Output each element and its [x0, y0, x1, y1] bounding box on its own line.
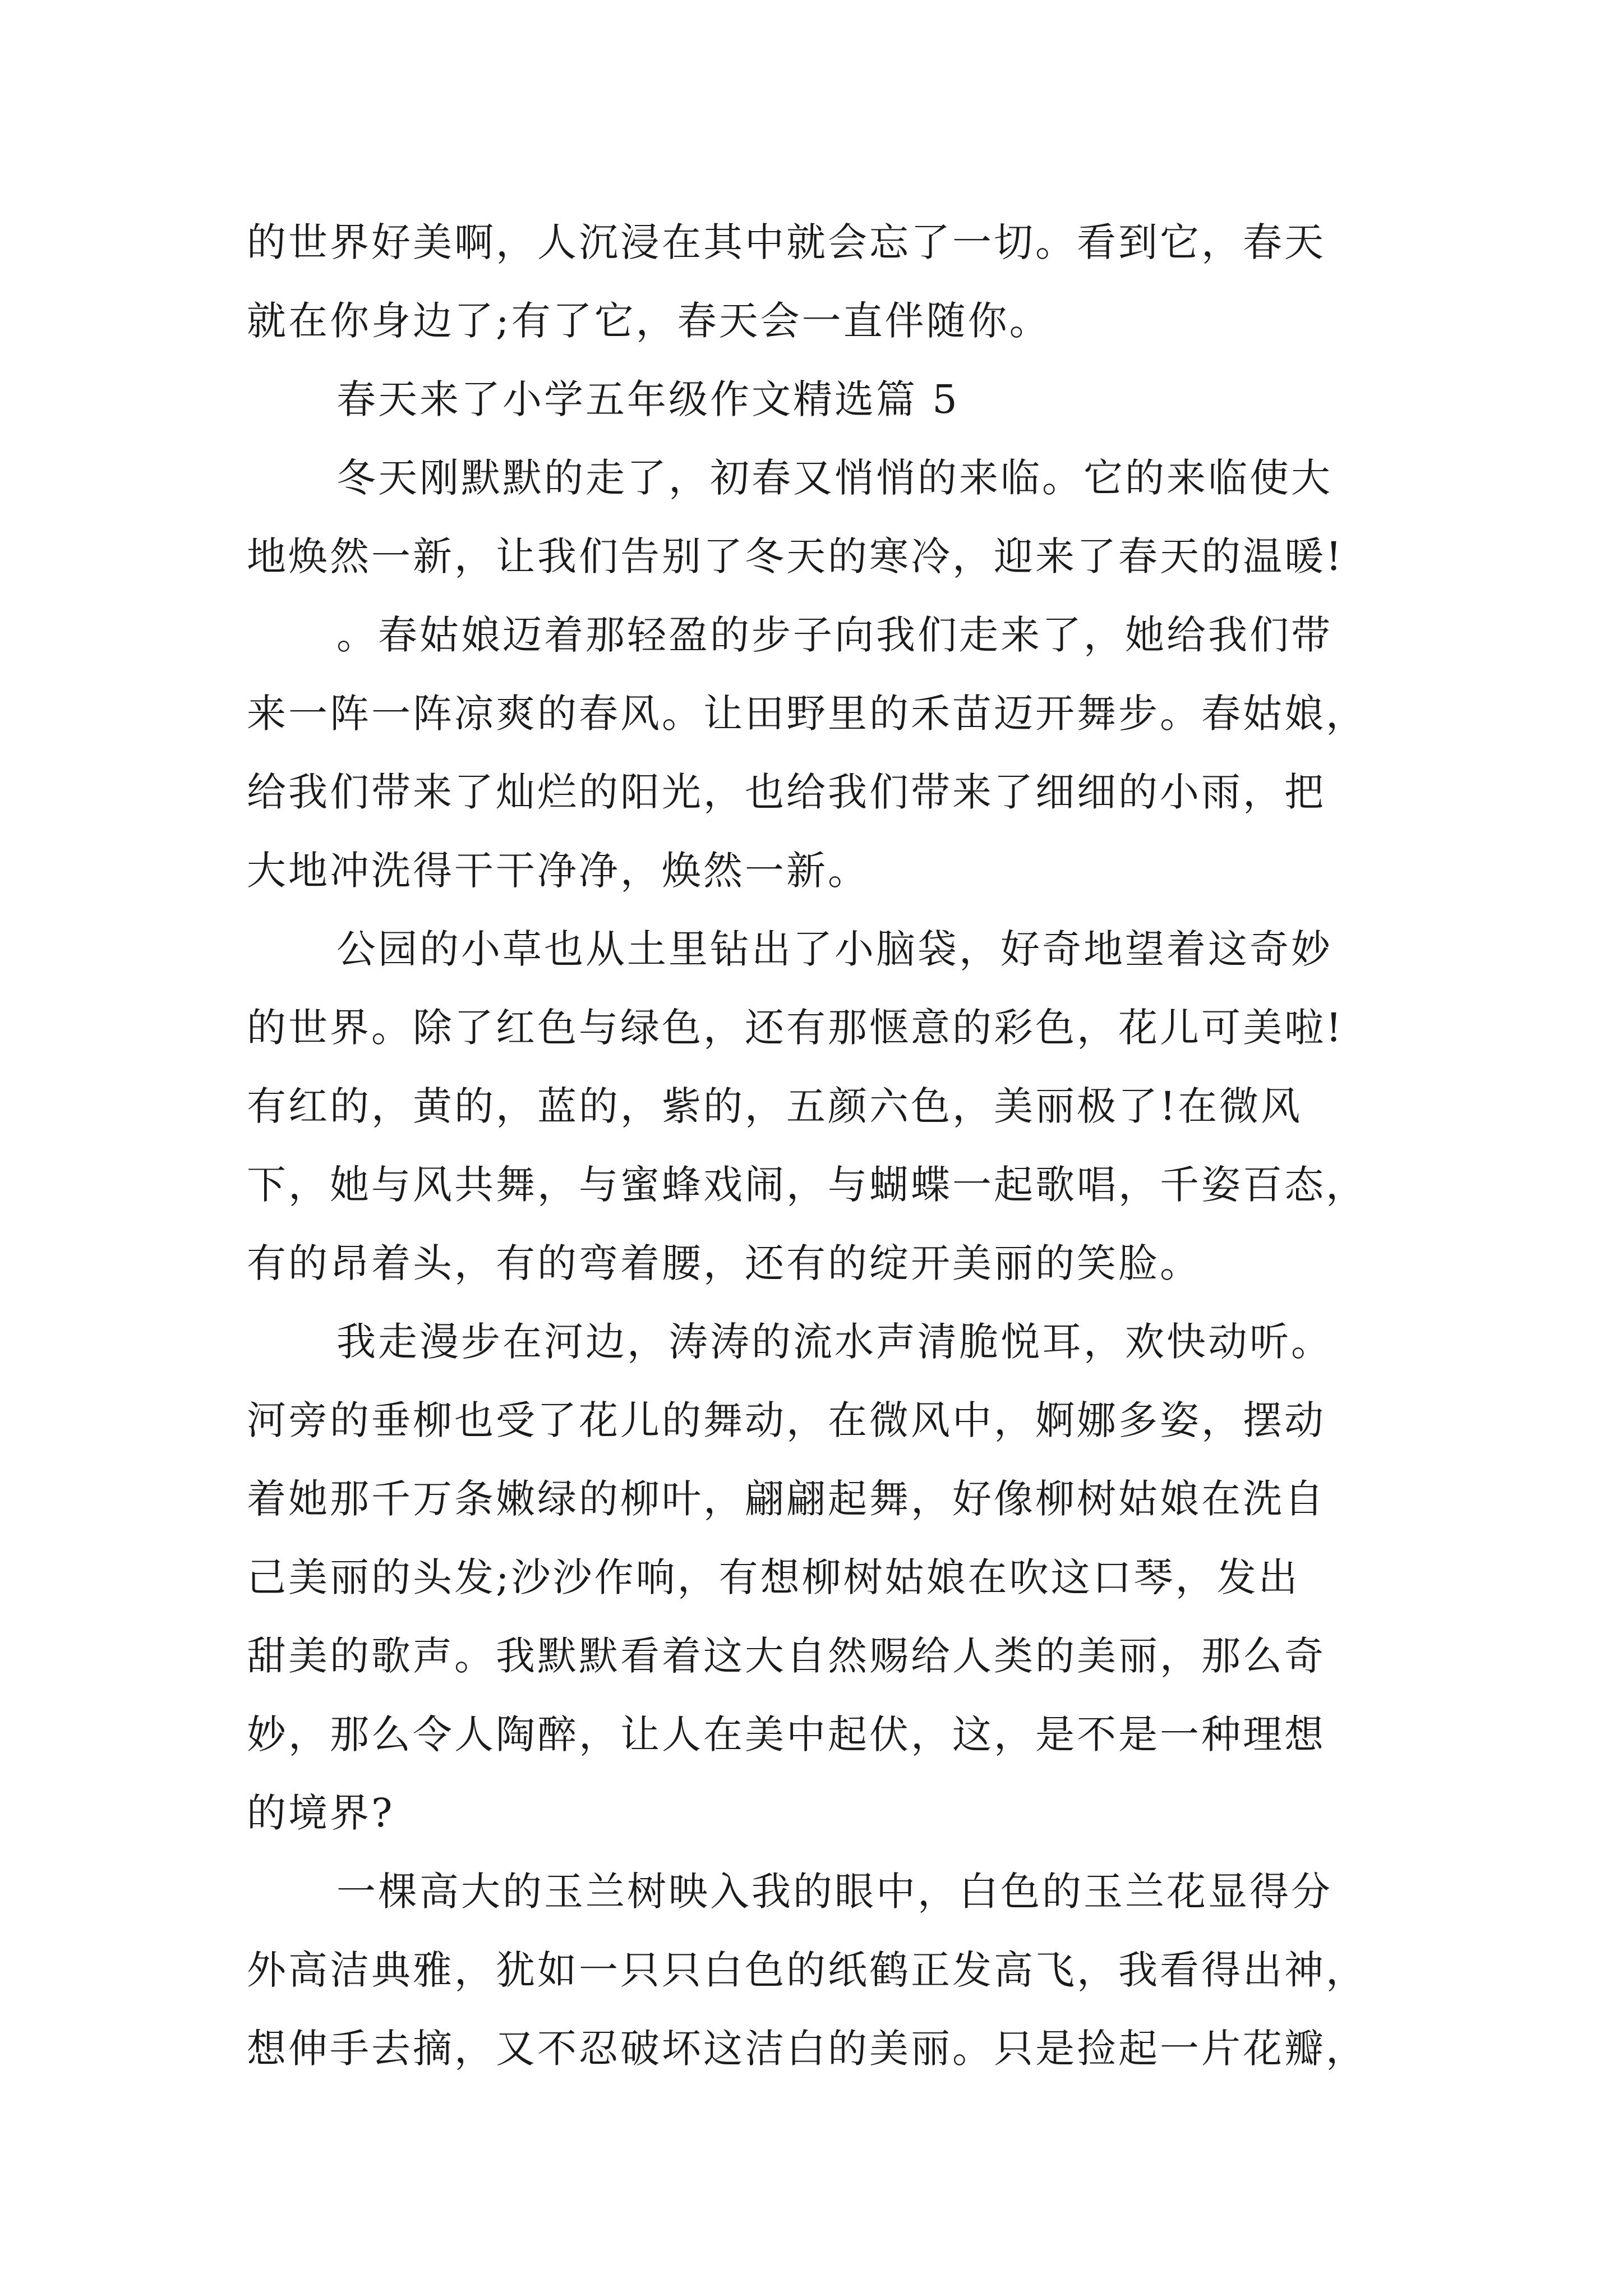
text-line: 我走漫步在河边，涛涛的流水声清脆悦耳，欢快动听。 — [336, 1319, 1332, 1365]
text-line: 妙，那么令人陶醉，让人在美中起伏，这，是不是一种理想 — [247, 1711, 1326, 1757]
text-line: 的境界? — [247, 1790, 395, 1836]
text-line: 冬天刚默默的走了，初春又悄悄的来临。它的来临使大 — [336, 455, 1332, 501]
text-line: 己美丽的头发;沙沙作响，有想柳树姑娘在吹这口琴，发出 — [247, 1554, 1300, 1600]
text-line: 地焕然一新，让我们告别了冬天的寒冷，迎来了春天的温暖! — [247, 533, 1344, 579]
text-line: 的世界。除了红色与绿色，还有那惬意的彩色，花儿可美啦! — [247, 1005, 1344, 1051]
text-line: 甜美的歌声。我默默看着这大自然赐给人类的美丽，那么奇 — [247, 1633, 1326, 1679]
section-heading: 春天来了小学五年级作文精选篇 5 — [336, 376, 960, 422]
text-line: 外高洁典雅，犹如一只只白色的纸鹤正发高飞，我看得出神， — [247, 1947, 1367, 1993]
text-line: 下，她与风共舞，与蜜蜂戏闹，与蝴蝶一起歌唱，千姿百态， — [247, 1162, 1367, 1208]
text-line: 大地冲洗得干干净净，焕然一新。 — [247, 848, 869, 894]
text-line: 河旁的垂柳也受了花儿的舞动，在微风中，婀娜多姿，摆动 — [247, 1397, 1326, 1443]
text-line: 着她那千万条嫩绿的柳叶，翩翩起舞，好像柳树姑娘在洗自 — [247, 1476, 1326, 1522]
text-line: 给我们带来了灿烂的阳光，也给我们带来了细细的小雨，把 — [247, 769, 1326, 815]
text-line: 有红的，黄的，蓝的，紫的，五颜六色，美丽极了!在微风 — [247, 1083, 1303, 1129]
text-line: 想伸手去摘，又不忍破坏这洁白的美丽。只是捡起一片花瓣， — [247, 2026, 1367, 2072]
text-line: 一棵高大的玉兰树映入我的眼中，白色的玉兰花显得分 — [336, 1869, 1332, 1915]
text-line: 的世界好美啊，人沉浸在其中就会忘了一切。看到它，春天 — [247, 219, 1326, 265]
text-line: 。春姑娘迈着那轻盈的步子向我们走来了，她给我们带 — [336, 612, 1332, 658]
text-line: 来一阵一阵凉爽的春风。让田野里的禾苗迈开舞步。春姑娘， — [247, 691, 1367, 737]
text-line: 就在你身边了;有了它，春天会一直伴随你。 — [247, 298, 1051, 344]
text-line: 公园的小草也从土里钻出了小脑袋，好奇地望着这奇妙 — [336, 926, 1332, 972]
text-line: 有的昂着头，有的弯着腰，还有的绽开美丽的笑脸。 — [247, 1240, 1201, 1286]
